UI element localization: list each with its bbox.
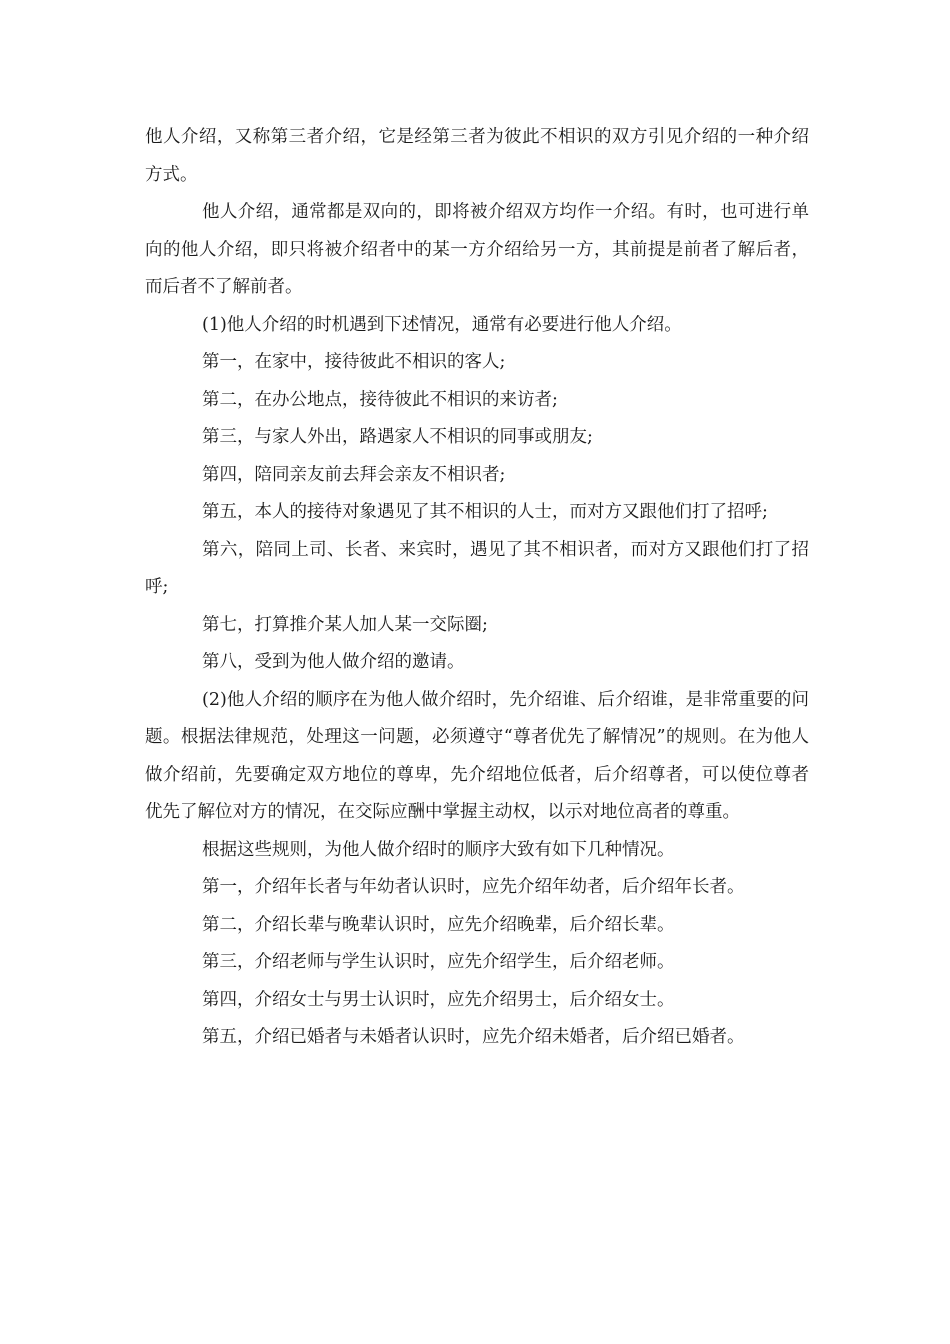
paragraph-order-heading: (2)他人介绍的顺序在为他人做介绍时，先介绍谁、后介绍谁，是非常重要的问题。根据法律规范，处理这一问题，必须遵守“尊者优先了解情况”的规则。在为他人做介绍前，先要确定双方地位的尊卑，先介绍地位低者，后介绍尊者，可以使位尊者优先了解位对方的情况，在交际应酬中掌握主动权，以示对地位高者的尊重。 xyxy=(145,689,809,822)
list-item-timing-2: 第二，在办公地点，接待彼此不相识的来访者; xyxy=(202,389,558,410)
list-item-timing-7: 第七，打算推介某人加人某一交际圈; xyxy=(202,614,488,635)
document-body xyxy=(145,119,809,1057)
list-item-timing-8: 第八，受到为他人做介绍的邀请。 xyxy=(202,652,465,672)
list-item-order-2: 第二，介绍长辈与晚辈认识时，应先介绍晚辈，后介绍长辈。 xyxy=(202,914,675,935)
paragraph-bidirectional: 他人介绍，通常都是双向的，即将被介绍双方均作一介绍。有时，也可进行单向的他人介绍，即只将被介绍者中的某一方介绍给另一方，其前提是前者了解后者，而后者不了解前者。 xyxy=(145,202,809,297)
list-item-timing-5: 第五，本人的接待对象遇见了其不相识的人士，而对方又跟他们打了招呼; xyxy=(202,502,768,522)
list-item-order-4: 第四，介绍女士与男士认识时，应先介绍男士，后介绍女士。 xyxy=(202,989,675,1010)
paragraph-definition: 他人介绍，又称第三者介绍，它是经第三者为彼此不相识的双方引见介绍的一种介绍方式。 xyxy=(145,127,809,185)
list-item-timing-6: 第六，陪同上司、长者、来宾时，遇见了其不相识者，而对方又跟他们打了招呼; xyxy=(145,539,809,597)
list-item-timing-1: 第一，在家中，接待彼此不相识的客人; xyxy=(202,352,506,372)
list-item-order-5: 第五，介绍已婚者与未婚者认识时，应先介绍未婚者，后介绍已婚者。 xyxy=(202,1027,745,1047)
paragraph-order-intro: 根据这些规则，为他人做介绍时的顺序大致有如下几种情况。 xyxy=(202,839,675,860)
list-item-order-3: 第三，介绍老师与学生认识时，应先介绍学生，后介绍老师。 xyxy=(202,952,675,972)
list-item-order-1: 第一，介绍年长者与年幼者认识时，应先介绍年幼者，后介绍年长者。 xyxy=(202,877,745,897)
paragraph-timing-heading: (1)他人介绍的时机遇到下述情况，通常有必要进行他人介绍。 xyxy=(202,314,682,335)
list-item-timing-3: 第三，与家人外出，路遇家人不相识的同事或朋友; xyxy=(202,427,593,447)
list-item-timing-4: 第四，陪同亲友前去拜会亲友不相识者; xyxy=(202,464,506,485)
